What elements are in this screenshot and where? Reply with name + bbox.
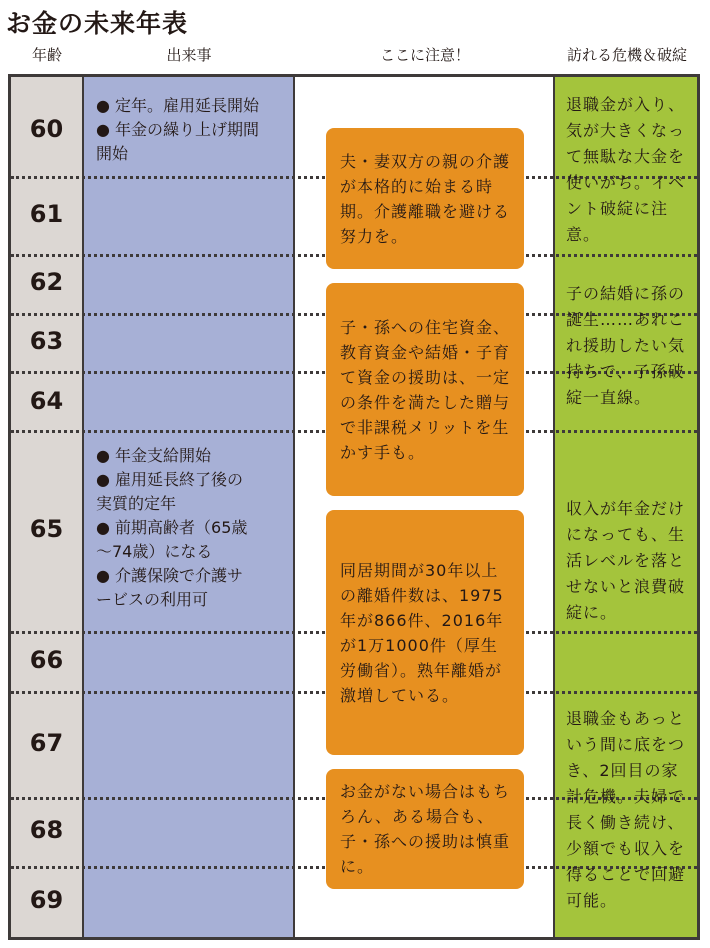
event-line: 開始	[96, 144, 129, 163]
event-line: ● 年金の繰り上げ期間	[96, 120, 260, 139]
age-63: 63	[29, 327, 64, 355]
caution-box-divorce	[326, 510, 524, 755]
age-65: 65	[29, 515, 64, 543]
age-69: 69	[29, 886, 64, 914]
event-line: ● 定年。雇用延長開始	[96, 96, 260, 115]
caution-box-gift	[326, 283, 524, 496]
header-events: 出来事	[166, 46, 212, 64]
caution-text: お金がない場合はもちろん、ある場合も、子・孫への援助は慎重に。	[340, 782, 511, 876]
age-60: 60	[29, 115, 64, 143]
header-risk: 訪れる危機＆破綻	[566, 46, 687, 64]
risk-age-65: 収入が年金だけになっても、生活レベルを落とせないと浪費破綻に。	[566, 499, 686, 622]
risk-age-60: 退職金が入り、気が大きくなって無駄な大金を使いがち。イベント破綻に注意。	[566, 95, 686, 244]
page-title: お金の未来年表	[6, 9, 189, 38]
event-line: ● 雇用延長終了後の	[96, 470, 244, 489]
risk-age-67: 退職金もあっという間に底をつき、2回目の家計危機。夫婦で長く働き続け、少額でも収入を得ることで回避可能。	[566, 709, 686, 910]
header-caution: ここに注意！	[379, 46, 470, 64]
caution-box-support	[326, 769, 524, 889]
event-line: ービスの利用可	[96, 590, 209, 609]
caution-text: 同居期間が30年以上の離婚件数は、1975年が866件、2016年が1万1000件（厚生労働省）。熟年離婚が激増している。	[340, 560, 504, 705]
event-line: ● 前期高齢者（65歳	[96, 518, 248, 537]
risk-age-62: 子の結婚に孫の誕生……あれこれ援助したい気持ちで、子孫破綻一直線。	[566, 284, 686, 407]
age-61: 61	[29, 200, 64, 228]
age-64: 64	[29, 387, 64, 415]
event-line: ～74歳）になる	[96, 542, 213, 561]
header-age: 年齢	[31, 46, 62, 64]
caution-text: 夫・妻双方の親の介護が本格的に始まる時期。介護離職を避ける努力を。	[340, 151, 511, 246]
age-66: 66	[29, 646, 64, 674]
event-line: ● 介護保険で介護サ	[96, 566, 244, 585]
caution-box-care	[326, 128, 524, 269]
age-68: 68	[29, 816, 64, 844]
event-line: ● 年金支給開始	[96, 446, 212, 465]
events-age-60	[96, 94, 292, 166]
age-67: 67	[29, 729, 64, 757]
events-age-65	[96, 444, 292, 612]
event-line: 実質的定年	[96, 494, 177, 513]
caution-text: 子・孫への住宅資金、教育資金や結婚・子育て資金の援助は、一定の条件を満たした贈与で非課税メリットを生かす手も。	[340, 317, 511, 462]
age-62: 62	[29, 268, 64, 296]
